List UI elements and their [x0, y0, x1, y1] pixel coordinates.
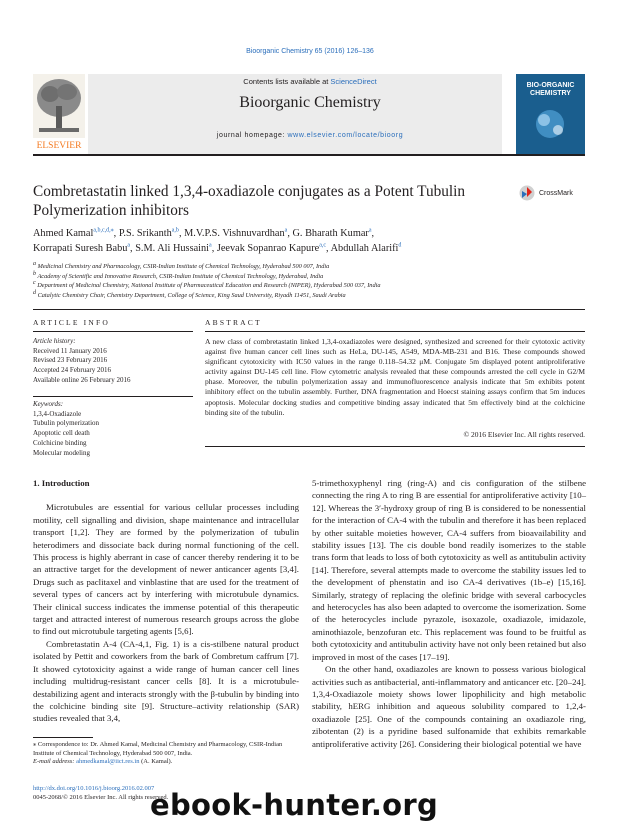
author-list — [33, 226, 585, 256]
watermark: ebook-hunter.org — [150, 788, 439, 822]
body-paragraph: On the other hand, oxadiazoles are known to possess various biological activities such as antibacterial, anti-inflammatory and anticancer etc. [20–24]. 1,3,4-Oxadiazole moiety shows lower lipophilicity and high metabolic stability, hERG inhibition and aqueous solubility compared to 1,2,4-oxadiazole [25]. One of the compounds containing an oxadiazole ring, zibotentan (2) is a pyridine based sulfonamide that exhibits remarkable antiproliferative activity [26]. Considering their biological potential we have — [312, 664, 586, 749]
cover-title-line-2: CHEMISTRY — [530, 90, 571, 97]
keyword-list — [33, 410, 193, 459]
keywords-rule — [33, 396, 193, 397]
affiliation — [33, 262, 585, 272]
affiliation-key: c — [33, 279, 36, 286]
author-name: M.V.P.S. Vishnuvardhan — [184, 228, 285, 239]
article-info-rule — [33, 331, 193, 332]
author-name: Ahmed Kamal — [33, 228, 94, 239]
history-entry: Received 11 January 2016 — [33, 346, 107, 355]
email-suffix: (A. Kamal). — [139, 758, 173, 765]
affiliation — [33, 291, 585, 301]
issn-copyright: 0045-2068/© 2016 Elsevier Inc. All rights reserved. — [33, 793, 169, 801]
author-line-1: Ahmed Kamal$^{a,b,c,d,⁎}$, P.S. Srikanth$^{a,b}$, M.V.P.S. Vishnuvardhan$^a$, G. Bharath Kumar$^a$, — [33, 227, 375, 239]
history-entry: Revised 23 February 2016 — [33, 356, 108, 365]
cover-art-icon — [516, 74, 585, 154]
affiliation-text: Department of Medicinal Chemistry, National Institute of Pharmaceutical Education and Research (NIPER), Hyderabad 500 037, India — [35, 282, 381, 289]
keyword: Tubulin polymerization — [33, 419, 100, 428]
author-name: S.M. Ali Hussaini — [135, 243, 210, 254]
author-affiliation-marker[interactable]: a — [368, 227, 372, 234]
email-line — [33, 758, 299, 767]
affiliation-key: d — [33, 289, 36, 296]
abstract-copyright: © 2016 Elsevier Inc. All rights reserved. — [463, 430, 585, 439]
introduction-heading: 1. Introduction — [33, 478, 90, 488]
affiliation-text: Academy of Scientific and Innovative Research, CSIR-Indian Institute of Chemical Technology, Hyderabad, India — [36, 272, 324, 280]
author-affiliation-marker[interactable]: d — [398, 242, 402, 249]
contents-prefix: Contents lists available at — [243, 77, 331, 86]
sciencedirect-link[interactable]: ScienceDirect — [330, 77, 377, 86]
abstract-rule — [205, 331, 585, 332]
author-affiliation-marker[interactable]: a — [127, 242, 131, 249]
body-paragraph: Microtubules are essential for various cellular processes including motility, cell signalling and division, shape maintenance and intracellular transport [1,2]. They are formed by the polymerization of tubulin heterodimers and dissociate back during normal functioning of the cell. This process is highly aberrant in case of cancer thereby rendering it to be an attractive target for the development of newer anticancer agents [3,4]. Drugs such as paclitaxel and vinblastine that are used for the treatment of several types of cancers act by interfering with microtubule dynamics. Their clinical success indicates the immense potential of this therapeutic target and attracted interest of numerous research groups across the globe to find out microtubule targeting agents [5,6]. — [33, 502, 299, 637]
article-title: Combretastatin linked 1,3,4-oxadiazole conjugates as a Potent Tubulin Polymerization inhibitors — [33, 183, 466, 219]
keyword: Apoptotic cell death — [33, 429, 90, 438]
doi-link[interactable]: http://dx.doi.org/10.1016/j.bioorg.2016.02.007 — [33, 785, 155, 792]
crossmark-badge[interactable] — [519, 184, 585, 200]
affiliation — [33, 281, 585, 291]
cover-title-line-1: BIO-ORGANIC — [526, 82, 575, 89]
affiliation — [33, 272, 585, 282]
journal-reference[interactable]: Bioorganic Chemistry 65 (2016) 126–136 — [246, 48, 374, 55]
article-history — [33, 337, 193, 386]
journal-cover — [516, 74, 585, 154]
author-name: Korrapati Suresh Babu — [33, 243, 128, 254]
body-column-right — [312, 477, 586, 750]
affiliation-text: Catalytic Chemistry Chair, Chemistry Department, College of Science, King Saud University, Riyadh 11451, Saudi Arabia — [36, 291, 346, 299]
crossmark-icon — [519, 185, 535, 201]
journal-header-box — [88, 74, 502, 154]
elsevier-tree-icon — [33, 74, 85, 154]
author-line-2: Korrapati Suresh Babu$^a$, S.M. Ali Hussaini$^a$, Jeevak Sopanrao Kapure$^{a,c}$, Abdullah Alarifi$^d$ — [33, 242, 402, 254]
body-column-left — [33, 477, 299, 725]
keyword: Colchicine binding — [33, 438, 87, 447]
email-label: E-mail address: — [33, 758, 77, 765]
keyword: 1,3,4-Oxadiazole — [33, 409, 82, 418]
journal-title: Bioorganic Chemistry — [239, 94, 381, 111]
section-divider — [33, 309, 585, 310]
keywords — [33, 400, 193, 458]
history-list — [33, 347, 193, 386]
author-affiliation-marker[interactable]: a,c — [319, 242, 327, 249]
homepage-prefix: journal homepage: — [216, 132, 288, 139]
publisher-logo-text: ELSEVIER — [36, 141, 82, 151]
correspondence-text: ⁎ Correspondence to: Dr. Ahmed Kamal, Medicinal Chemistry and Pharmacology, CSIR-Indian Institute of Chemical Technology, Hyderabad 500 007, India. — [33, 741, 283, 757]
abstract-bottom-rule — [205, 446, 585, 447]
author-name: Jeevak Sopanrao Kapure — [216, 243, 320, 254]
homepage-link[interactable]: www.elsevier.com/locate/bioorg — [287, 132, 404, 139]
history-heading: Article history: — [33, 337, 76, 345]
history-entry: Accepted 24 February 2016 — [33, 366, 111, 375]
author-affiliation-marker[interactable]: a — [284, 227, 288, 234]
body-paragraph: Combretastatin A-4 (CA-4,1, Fig. 1) is a cis-stilbene natural product isolated by Pettit and coworkers from the bark of Combretum caffrum [7]. It showed cytotoxicity against a wide range of human cancer cell lines including multidrug-resistant cancer cells [8]. It is a microtubule-destabilizing agent and interacts strongly with the β-tubulin by binding into the colchicine binding site [9]. Structure–activity relationship (SAR) studies revealed that 3,4, — [33, 638, 299, 724]
keywords-heading: Keywords: — [33, 400, 64, 408]
article-info-heading: ARTICLE INFO — [33, 318, 110, 327]
keyword: Molecular modeling — [33, 448, 90, 457]
abstract-heading: ABSTRACT — [205, 318, 262, 327]
author-name: P.S. Srikanth — [118, 228, 172, 239]
affiliation-list — [33, 262, 585, 300]
header-rule — [33, 154, 585, 156]
body-paragraph: 5-trimethoxyphenyl ring (ring-A) and cis configuration of the stilbene connecting the ring A to ring B are essential for antiproliferative activity [10–12]. Whereas the 3′-hydroxy group of ring B is considered to be nonessential for the interaction of CA-4 with the tubulin and therefore it has been replaced by other suitable moieties however, CA-4 suffers from bioavailability and stability issues [13]. The cis double bond readily isomerizes to the stable trans form that leads to loss of both cytotoxicity as well as antitubulin activity [14]. Therefore, several attempts made to overcome the stability issues led to the development of phenstatin and iso CA-4 derivatives (1b–e) [15,16]. Similarly, strategy of replacing the olefinic bridge with several carbocycles and heterocycles has also been adapted to overcome the isomerization. Some of the heterocycles include pyrazole, isoxazole, oxadiazole, imidazole, aminothiazole, benzofuran etc. This replacement was found to be fruitful as both cytotoxicity and antitubulin activity have not only been retained but also improved in most of the cases [17–19]. — [312, 478, 586, 662]
history-entry: Available online 26 February 2016 — [33, 375, 131, 384]
crossmark-label: CrossMark — [539, 189, 573, 197]
affiliation-key: b — [33, 270, 36, 277]
email-link[interactable]: ahmedkamal@iict.res.in — [76, 758, 140, 765]
author-affiliation-marker[interactable]: a — [209, 242, 212, 249]
affiliation-text: Medicinal Chemistry and Pharmacology, CSIR-Indian Institute of Chemical Technology, Hyderabad 500 007, India — [36, 263, 330, 270]
abstract-text: A new class of combretastatin linked 1,3,4-oxadiazoles were designed, synthesized and screened for their cytotoxic activity against five human cancer cell lines such as HeLa, DU-145, A549, MDA-MB-231 and B16. These compounds showed significant cytotoxicity with IC50 values in the range 0.118–54.32 μM. Conjugate 5m displayed potent antiproliferative activity against DU-145 cell line. Flow cytometric analysis revealed that these compounds arrested the cell cycle in G2/M phase. Moreover, the tubulin polymerization assay and immunofluorescence analysis indicate that 5m exhibits potent inhibitory effect on the tubulin assembly. Further, DNA fragmentation and Hoecst staining assays confirm that 5m induces apoptosis. Molecular docking studies and competitive binding assay indicated that 5m effectively bind at the colchicine binding site of the tubulin. — [205, 337, 585, 417]
affiliation-key: a — [33, 260, 36, 267]
correspondence-footnote — [33, 741, 299, 767]
author-affiliation-marker[interactable]: a,b — [171, 227, 179, 234]
author-name: G. Bharath Kumar — [292, 228, 369, 239]
author-name: Abdullah Alarifi — [330, 243, 399, 254]
author-affiliation-marker[interactable]: a,b,c,d,⁎ — [93, 227, 114, 234]
elsevier-logo — [33, 74, 85, 154]
footnote-rule — [33, 737, 93, 738]
